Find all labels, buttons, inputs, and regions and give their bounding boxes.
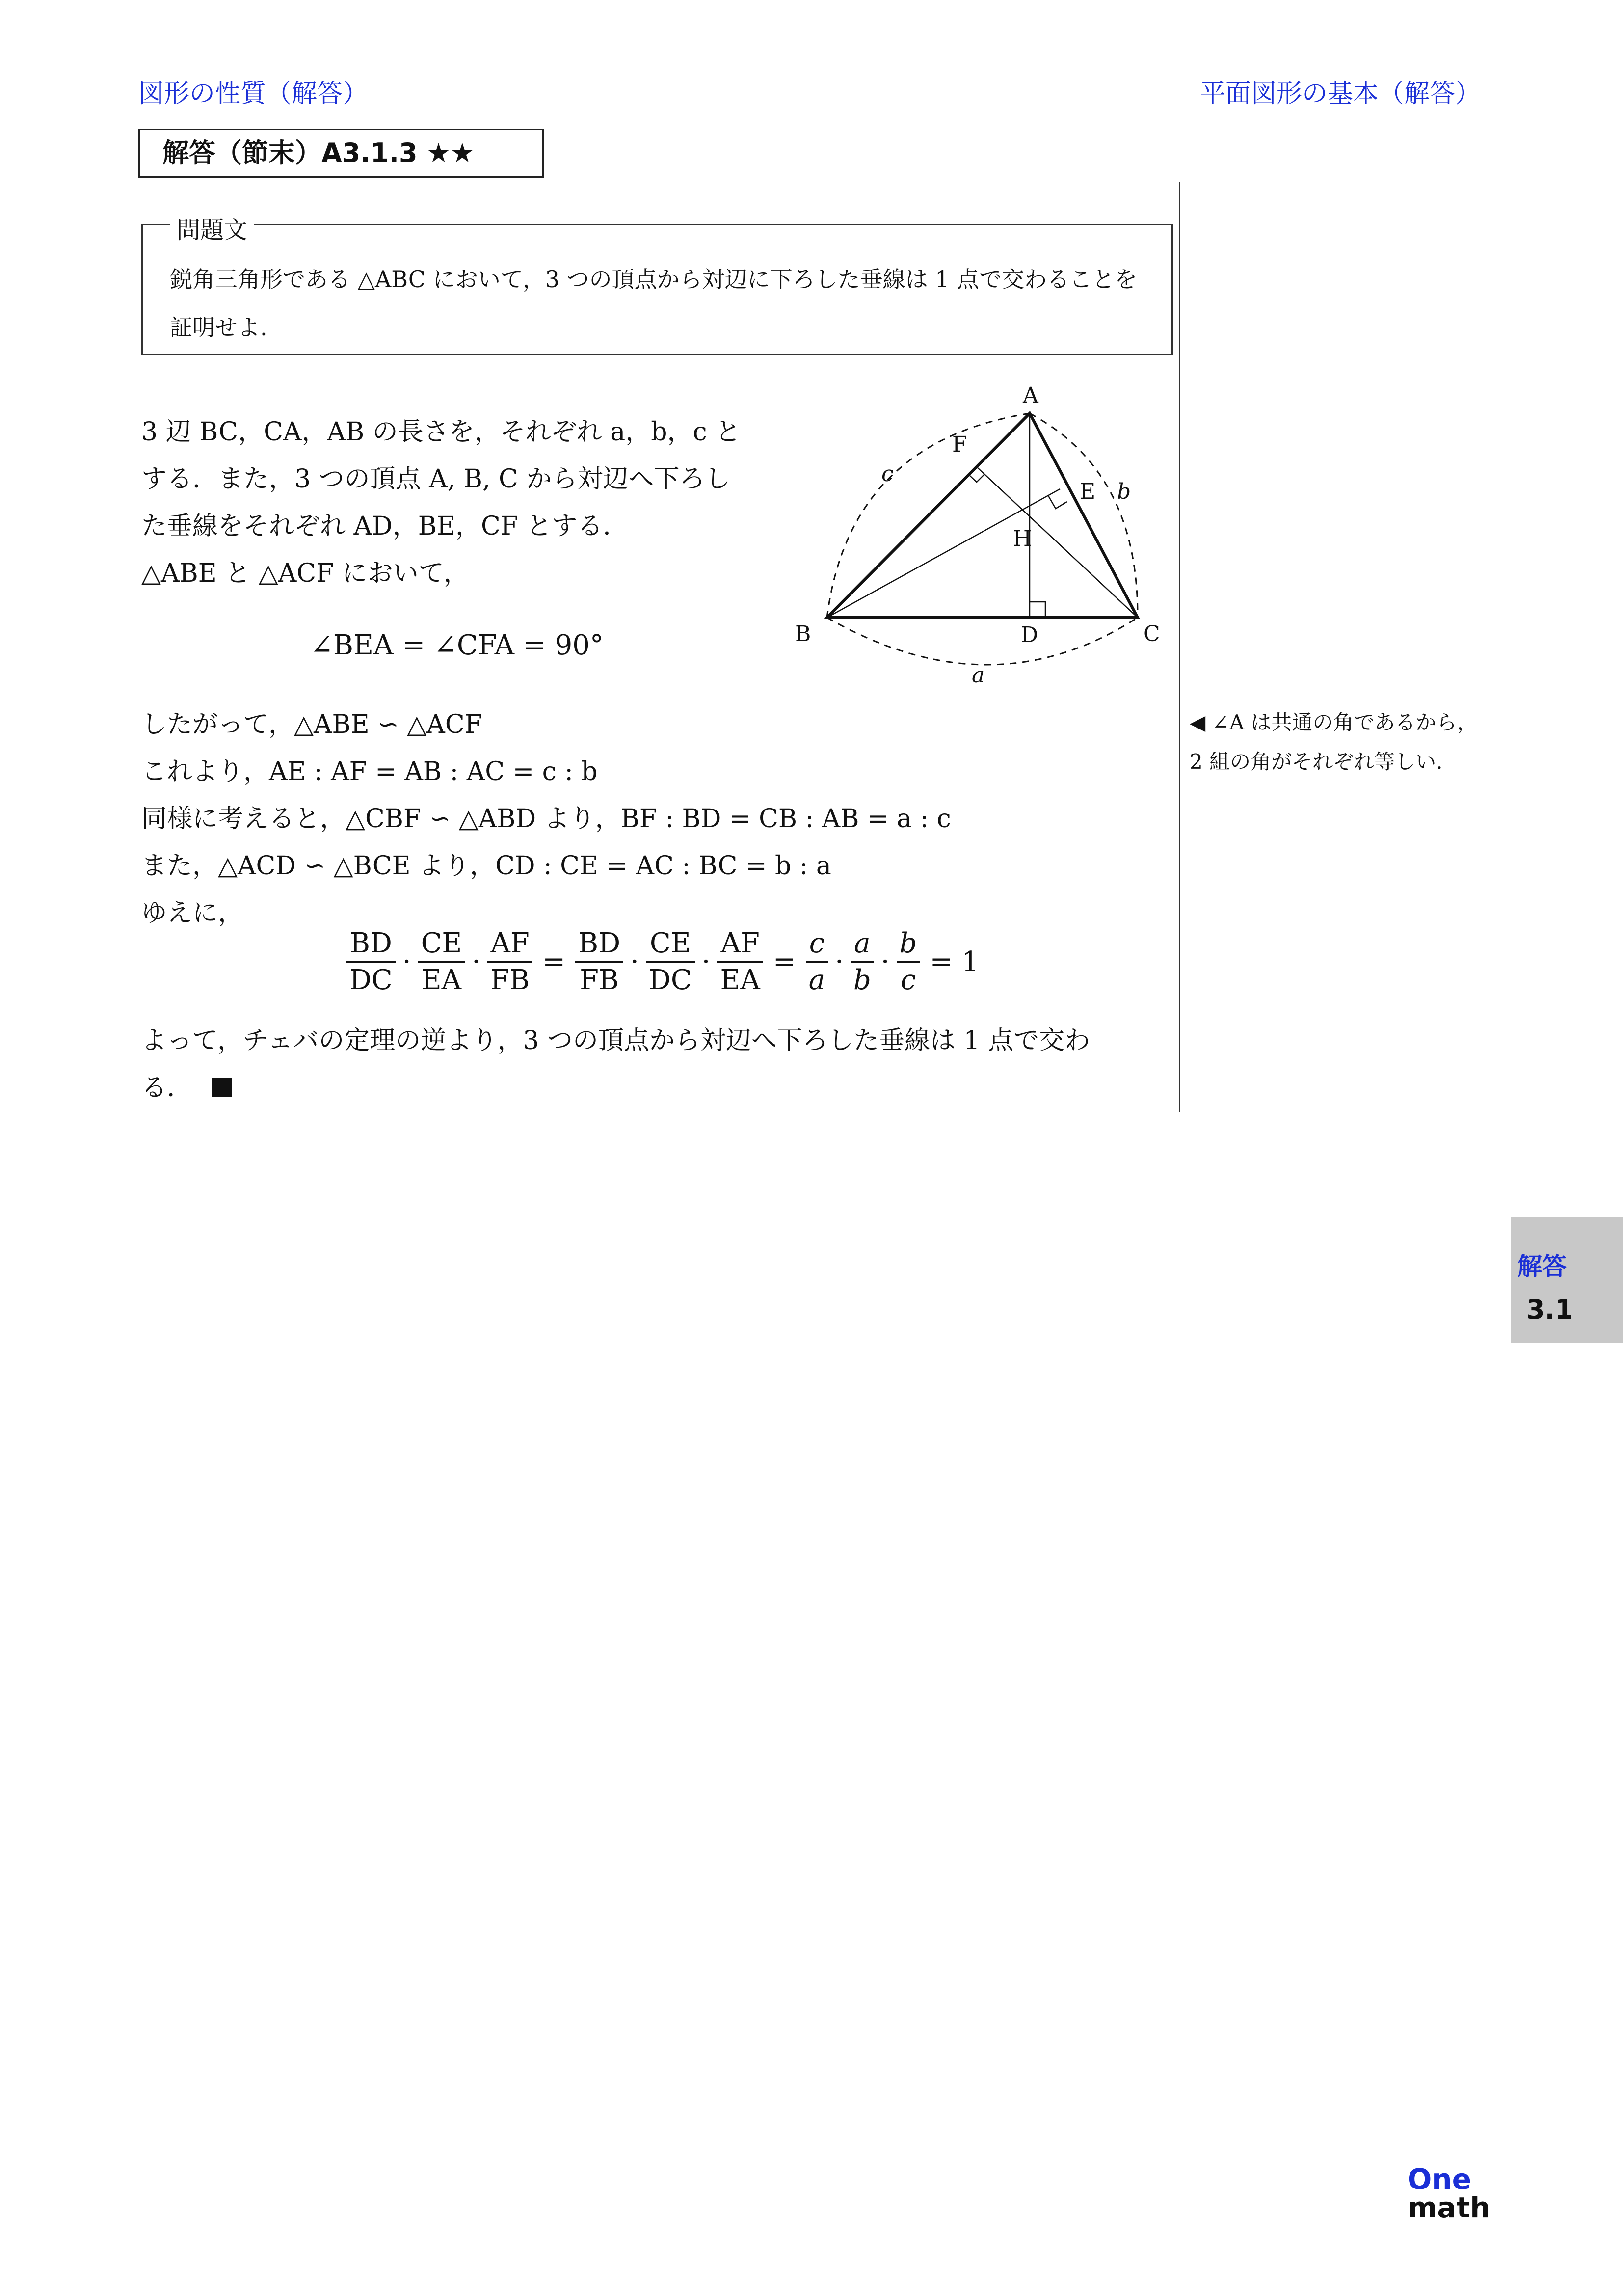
label-f: F xyxy=(952,432,967,457)
chapter-tab-number: 3.1 xyxy=(1526,1294,1573,1325)
qed-mark xyxy=(212,1078,232,1097)
margin-divider xyxy=(1179,182,1180,1112)
right-angle-e xyxy=(1048,496,1067,509)
body-line-7: 同様に考えると，△CBF ∽ △ABD より，BF : BD = CB : AB = a : c xyxy=(141,804,951,834)
equation-result: = 1 xyxy=(930,946,979,978)
altitude-cf xyxy=(977,467,1138,618)
right-angle-f xyxy=(969,474,984,482)
triangle-abc xyxy=(827,413,1138,618)
label-side-b: b xyxy=(1117,479,1131,504)
fraction-a-b: $\frac{a}{b}$ xyxy=(851,926,874,998)
solution-title: 解答（節末）A3.1.3 ★★ xyxy=(138,129,544,178)
body-line-2: する．また，3 つの頂点 A, B, C から対辺へ下ろし xyxy=(141,464,731,494)
fraction-b-c: $\frac{b}{c}$ xyxy=(897,926,920,998)
problem-text: 鋭角三角形である △ABC において，3 つの頂点から対辺に下ろした垂線は 1 点で交わることを証明せよ. xyxy=(170,266,1138,341)
body-line-1: 3 辺 BC，CA，AB の長さを，それぞれ a，b，c と xyxy=(141,417,741,447)
chapter-tab-label: 解答 xyxy=(1517,1252,1567,1281)
label-c: C xyxy=(1144,621,1160,647)
body-line-8: また，△ACD ∽ △BCE より，CD : CE = AC : BC = b : a xyxy=(141,851,831,881)
margin-note-line-2: 2 組の角がそれぞれ等しい. xyxy=(1190,750,1443,774)
margin-note xyxy=(1190,703,1478,782)
label-side-c: c xyxy=(881,461,894,486)
body-line-4: △ABE と △ACF において， xyxy=(141,559,469,588)
conclusion-line-1: よって，チェバの定理の逆より，3 つの頂点から対辺へ下ろした垂線は 1 点で交わ xyxy=(141,1026,1091,1055)
fraction-ce-dc: $\frac{CE}{DC}$ xyxy=(646,926,695,998)
header-right: 平面図形の基本（解答） xyxy=(1199,79,1481,108)
altitude-be xyxy=(827,489,1060,618)
body-line-5: したがって，△ABE ∽ △ACF xyxy=(141,710,482,739)
right-angle-d xyxy=(1030,602,1045,618)
label-h: H xyxy=(1013,526,1032,551)
triangle-figure xyxy=(785,373,1158,697)
onemath-logo xyxy=(1408,2162,1490,2224)
fraction-ce-ea: $\frac{CE}{EA}$ xyxy=(418,926,465,998)
fraction-af-ea: $\frac{AF}{EA}$ xyxy=(717,926,763,998)
label-e: E xyxy=(1080,479,1096,504)
header-left: 図形の性質（解答） xyxy=(138,79,369,108)
angle-equation: ∠BEA = ∠CFA = 90° xyxy=(310,629,604,661)
conclusion-line-2: る． xyxy=(141,1064,232,1111)
logo-line-1: One xyxy=(1408,2162,1471,2196)
margin-note-line-1: ◀ ∠A は共通の角であるから， xyxy=(1190,710,1478,734)
label-side-a: a xyxy=(972,663,985,688)
problem-legend: 問題文 xyxy=(170,211,254,245)
fraction-c-a: $\frac{c}{a}$ xyxy=(806,926,828,998)
body-line-3: た垂線をそれぞれ AD，BE，CF とする． xyxy=(141,512,629,541)
body-line-6: これより，AE : AF = AB : AC = c : b xyxy=(141,757,598,786)
label-a: A xyxy=(1023,383,1038,408)
label-b: B xyxy=(795,621,811,647)
arc-a xyxy=(827,618,1138,665)
fraction-af-fb: $\frac{AF}{FB}$ xyxy=(487,926,532,998)
fraction-bd-fb: $\frac{BD}{FB}$ xyxy=(575,926,623,998)
label-d: D xyxy=(1021,622,1038,648)
ceva-equation: $\frac{BD}{DC}$ · $\frac{CE}{EA}$ · $\frac{AF}{FB}$ = $\frac{BD}{FB}$ · $\frac{CE}{DC}$ · $\frac{AF}{EA}$ = $\frac{c}{a}$ · $\frac{a}{b}$ · $\frac{b}{c}$ = 1 xyxy=(344,926,986,998)
body-line-9: ゆえに， xyxy=(141,898,244,928)
logo-line-2: math xyxy=(1408,2191,1490,2224)
fraction-bd-dc: $\frac{BD}{DC}$ xyxy=(346,926,396,998)
